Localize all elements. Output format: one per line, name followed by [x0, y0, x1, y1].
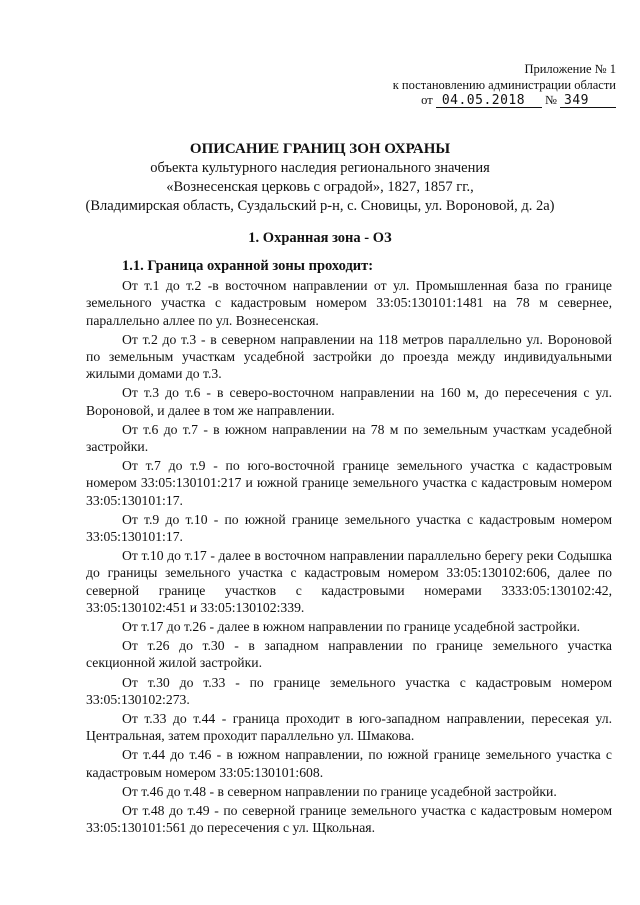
appendix-block: [393, 62, 616, 109]
paragraph: От т.46 до т.48 - в северном направлении по границе усадебной застройки.: [122, 783, 557, 799]
paragraph: От т.3 до т.6 - в северо-восточном направлении на 160 м, до пересечения с ул. Вороновой, и далее в том же направлении.: [86, 385, 612, 418]
paragraph: От т.30 до т.33 - по границе земельного участка с кадастровым номером 33:05:130102:273.: [86, 674, 612, 707]
appendix-decree: к постановлению администрации области: [392, 77, 616, 92]
decree-number: 349: [560, 94, 616, 108]
paragraph: От т.6 до т.7 - в южном направлении на 78 м по земельным участкам усадебной застройки.: [86, 421, 612, 455]
paragraph: От т.1 до т.2 -в восточном направлении от ул. Промышленная база по границе земельного участка с кадастровым номером 33:05:130101:1481 на 78 м севернее, параллельно аллее по ул. Вознесенская.: [86, 278, 612, 328]
title-line-3: «Вознесенская церковь с оградой», 1827, 1857 гг.,: [166, 179, 474, 195]
document-body: [86, 258, 612, 837]
paragraph: От т.33 до т.44 - граница проходит в юго-западном направлении, пересекая ул. Центральная, затем проходит параллельно ул. Шмакова.: [86, 711, 612, 744]
number-prefix: №: [544, 93, 557, 107]
title-line-4: (Владимирская область, Суздальский р-н, с. Сновицы, ул. Вороновой, д. 2а): [85, 198, 555, 214]
paragraph: От т.26 до т.30 - в западном направлении по границе земельного участка секционной жилой застройки.: [86, 638, 612, 671]
document-title: [0, 140, 640, 216]
paragraph: От т.9 до т.10 - по южной границе земельного участка с кадастровым номером 33:05:130101:17.: [86, 511, 612, 545]
paragraph: От т.17 до т.26 - далее в южном направлении по границе усадебной застройки.: [122, 619, 581, 635]
appendix-label: Приложение № 1: [524, 62, 616, 76]
title-line-2: объекта культурного наследия регионального значения: [150, 160, 490, 176]
paragraph: От т.10 до т.17 - далее в восточном направлении параллельно берегу реки Содышка до границы земельного участка с кадастровым номером 33:05:130102:606, далее по северной границе участков с кадастровыми номерами 3333:05:130102:42, 33:05:130102:451 и 33:05:130102:339.: [86, 548, 612, 615]
paragraph: От т.48 до т.49 - по северной границе земельного участка с кадастровым номером 33:05:130101:561 до пересечения с ул. Щкольная.: [86, 803, 612, 836]
decree-date: 04.05.2018: [436, 94, 542, 108]
paragraph: От т.44 до т.46 - в южном направлении, по южной границе земельного участка с кадастровым номером 33:05:130101:608.: [86, 747, 612, 780]
paragraph: От т.2 до т.3 - в северном направлении на 118 метров параллельно ул. Вороновой по земельным участкам усадебной застройки до проезда между индивидуальными жилыми домами до т.3.: [86, 331, 612, 382]
title-main: ОПИСАНИЕ ГРАНИЦ ЗОН ОХРАНЫ: [189, 141, 451, 157]
section-heading: 1. Охранная зона - ОЗ: [248, 230, 392, 246]
appendix-date-line: [393, 93, 616, 109]
paragraph: От т.7 до т.9 - по юго-восточной границе земельного участка с кадастровым номером 33:05:130101:217 и южной границе земельного участка с кадастровым номером 33:05:130101:17.: [86, 458, 612, 508]
date-prefix: от: [421, 93, 433, 107]
subsection-heading: 1.1. Граница охранной зоны проходит:: [122, 258, 374, 274]
